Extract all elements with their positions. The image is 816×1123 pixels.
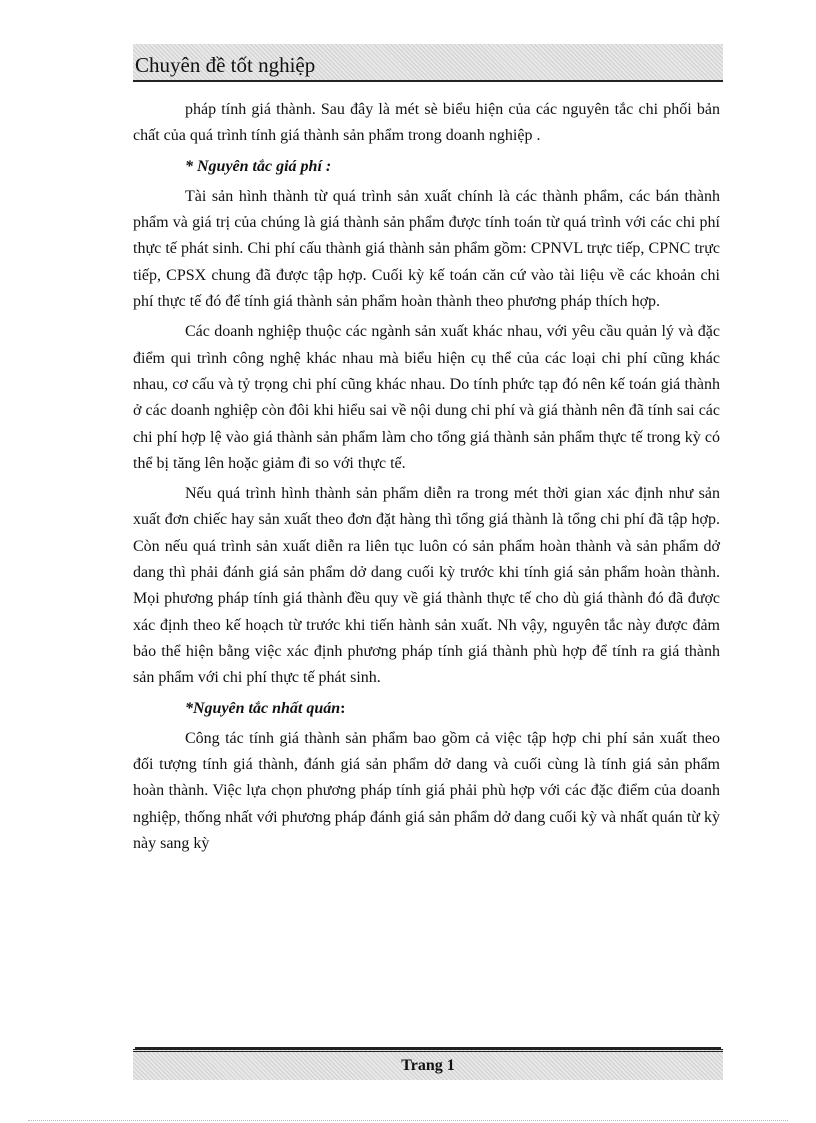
document-title: Chuyên đề tốt nghiệp <box>135 53 316 77</box>
page-header <box>133 44 723 82</box>
paragraph-production-process: Nếu quá trình hình thành sản phẩm diễn ra trong mét thời gian xác định như sản xuất đơn chiếc hay sản xuất theo đơn đặt hàng thì tổng giá thành là tổng chi phí đã tập hợp. Còn nếu quá trình sản xuất diễn ra liên tục luôn có sản phẩm hoàn thành và sản phẩm dở dang thì phải đánh giá sản phẩm dở dang cuối kỳ trước khi tính giá sản phẩm hoàn thành. Mọi phương pháp tính giá thành đều quy về giá thành thực tế cho dù giá thành đó đã được xác định theo kế hoạch từ trước khi tiến hành sản xuất. Nh vậy, nguyên tắc này được đảm bảo thể hiện bằng việc xác định phương pháp tính giá thành phù hợp để tính ra giá thành sản phẩm với chi phí thực tế phát sinh. <box>133 485 720 687</box>
heading-consistency-text: *Nguyên tắc nhất quán <box>185 699 341 717</box>
page-bottom-divider <box>28 1120 788 1121</box>
heading-consistency-principle <box>133 696 720 722</box>
paragraph-cost-principle: Tài sản hình thành từ quá trình sản xuất chính là các thành phẩm, các bán thành phẩm và giá trị của chúng là giá thành sản phẩm được tính toán từ quá trình với các chi phí thực tế phát sinh. Chi phí cấu thành giá thành sản phẩm gồm: CPNVL trực tiếp, CPNC trực tiếp, CPSX chung đã được tập hợp. Cuối kỳ kế toán căn cứ vào tài liệu về các khoản chi phí thực tế đó để tính giá thành sản phẩm hoàn thành theo phương pháp thích hợp. <box>133 187 720 311</box>
heading-consistency-colon: : <box>340 699 346 717</box>
document-body <box>133 97 720 857</box>
paragraph-consistency-principle: Công tác tính giá thành sản phẩm bao gồm cả việc tập hợp chi phí sản xuất theo đối tượng tính giá thành, đánh giá sản phẩm dở dang và cuối cùng là tính giá sản phẩm hoàn thành. Việc lựa chọn phương pháp tính giá phải phù hợp với các đặc điểm của doanh nghiệp, thống nhất với phương pháp đánh giá sản phẩm dở dang cuối kỳ và nhất quán từ kỳ này sang kỳ <box>133 729 720 853</box>
heading-cost-principle: * Nguyên tắc giá phí : <box>185 157 332 175</box>
page-number: Trang 1 <box>401 1057 455 1074</box>
paragraph-industry-differences: Các doanh nghiệp thuộc các ngành sản xuất khác nhau, với yêu cầu quản lý và đặc điểm qui trình công nghệ khác nhau mà biểu hiện cụ thể của các loại chi phí cũng khác nhau, cơ cấu và tỷ trọng chi phí cũng khác nhau. Do tính phức tạp đó nên kế toán giá thành ở các doanh nghiệp còn đôi khi hiểu sai về nội dung chi phí và giá thành nên đã tính sai các chi phí hợp lệ vào giá thành sản phẩm làm cho tổng giá thành sản phẩm thực tế trong kỳ có thể bị tăng lên hoặc giảm đi so với thực tế. <box>133 323 720 472</box>
intro-paragraph: pháp tính giá thành. Sau đây là mét sè biểu hiện của các nguyên tắc chi phối bản chất của quá trình tính giá thành sản phẩm trong doanh nghiệp . <box>133 101 720 145</box>
page-footer <box>133 1049 723 1080</box>
